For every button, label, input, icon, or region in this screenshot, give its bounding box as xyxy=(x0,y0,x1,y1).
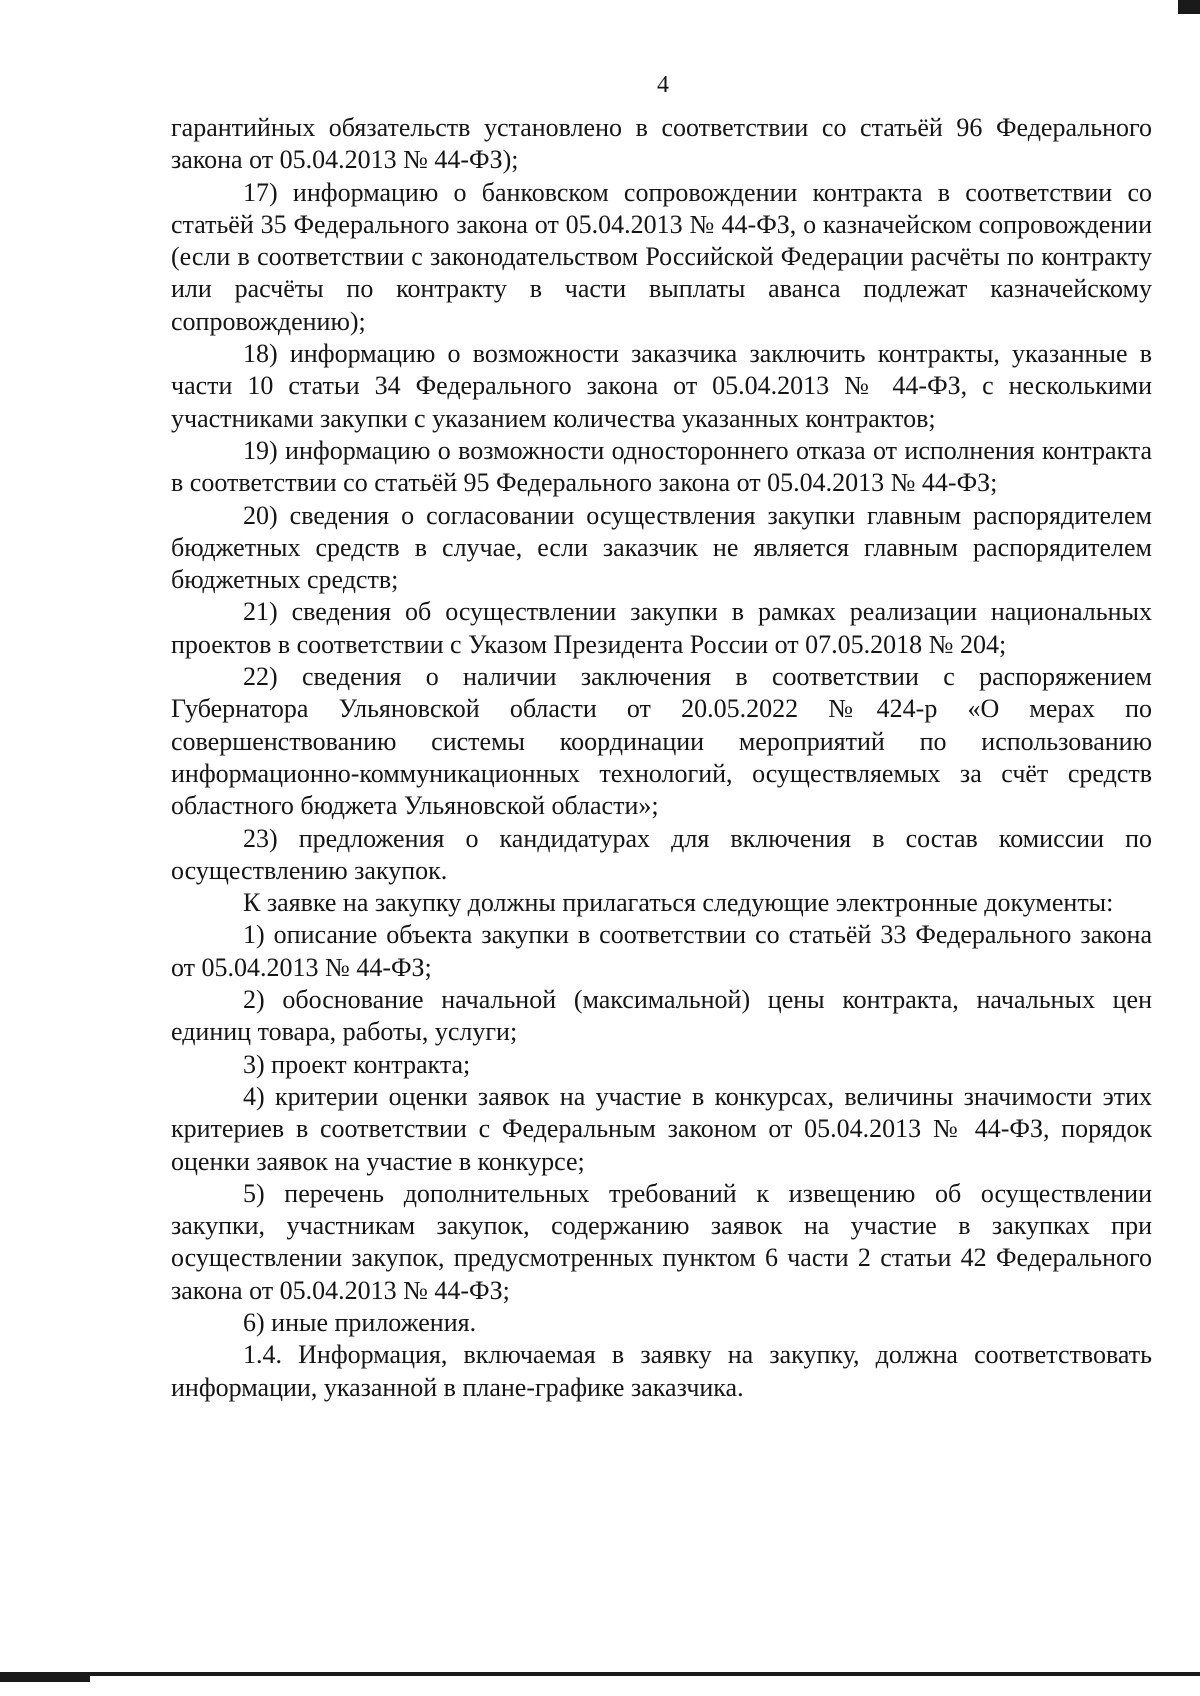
paragraph-continuation: гарантийных обязательств установлено в соответствии со статьёй 96 Федерального закона от 05.04.2013 № 44-ФЗ); xyxy=(171,113,1152,175)
paragraph-attachment-3: 3) проект контракта; xyxy=(243,1049,471,1079)
paragraph-item-22: 22) сведения о наличии заключения в соответствии с распоряжением Губернатора Ульяновской области от 20.05.2022 №424-р «О мерах по совершенствованию системы координации мероприятий по использованию информационно-коммуникационных технологий, осуществляемых за счёт средств областного бюджета Ульяновской области»; xyxy=(171,662,1152,821)
paragraph-attachment-1: 1) описание объекта закупки в соответствии со статьёй 33 Федерального закона от 05.04.2013 № 44-ФЗ; xyxy=(171,920,1152,982)
paragraph-item-17: 17) информацию о банковском сопровождении контракта в соответствии со статьёй 35 Федерального закона от 05.04.2013 № 44-ФЗ, о казначейском сопровождении (если в соответствии с законодательством Российской Федерации расчёты по контракту или расчёты по контракту в части выплаты аванса подлежат казначейскому сопровождению); xyxy=(171,177,1152,336)
paragraph-item-18: 18) информацию о возможности заказчика заключить контракты, указанные в части 10 статьи 34 Федерального закона от 05.04.2013 № 44-ФЗ, с несколькими участниками закупки с указанием количества указанных контрактов; xyxy=(171,339,1152,433)
paragraph-item-23: 23) предложения о кандидатурах для включения в состав комиссии по осуществлению закупок. xyxy=(171,823,1152,885)
scan-bottom-edge xyxy=(0,1672,1200,1676)
paragraph-attachment-2: 2) обоснование начальной (максимальной) цены контракта, начальных цен единиц товара, работы, услуги; xyxy=(171,985,1152,1047)
scan-edge-mark xyxy=(1178,0,1200,14)
scan-bottom-corner xyxy=(0,1676,90,1682)
paragraph-attachments-intro: К заявке на закупку должны прилагаться следующие электронные документы: xyxy=(243,888,1114,918)
paragraph-item-19: 19) информацию о возможности одностороннего отказа от исполнения контракта в соответствии со статьёй 95 Федерального закона от 05.04.2013 № 44-ФЗ; xyxy=(171,435,1152,498)
paragraph-item-20: 20) сведения о согласовании осуществления закупки главным распорядителем бюджетных средств в случае, если заказчик не является главным распорядителем бюджетных средств; xyxy=(171,500,1152,595)
paragraph-section-1-4: 1.4. Информация, включаемая в заявку на закупку, должна соответствовать информации, указанной в плане-графике заказчика. xyxy=(171,1340,1152,1402)
paragraph-attachment-5: 5) перечень дополнительных требований к извещению об осуществлении закупки, участникам закупок, содержанию заявок на участие в закупках при осуществлении закупок, предусмотренных пунктом 6 части 2 статьи 42 Федерального закона от 05.04.2013 № 44-ФЗ; xyxy=(171,1178,1152,1305)
paragraph-attachment-6: 6) иные приложения. xyxy=(243,1307,477,1337)
page-number: 4 xyxy=(657,72,669,98)
paragraph-item-21: 21) сведения об осуществлении закупки в рамках реализации национальных проектов в соответствии с Указом Президента России от 07.05.2018 № 204; xyxy=(171,597,1152,659)
paragraph-attachment-4: 4) критерии оценки заявок на участие в конкурсах, величины значимости этих критериев в соответствии с Федеральным законом от 05.04.2013 № 44-ФЗ, порядок оценки заявок на участие в конкурсе; xyxy=(171,1081,1152,1176)
document-body xyxy=(171,112,1152,1404)
